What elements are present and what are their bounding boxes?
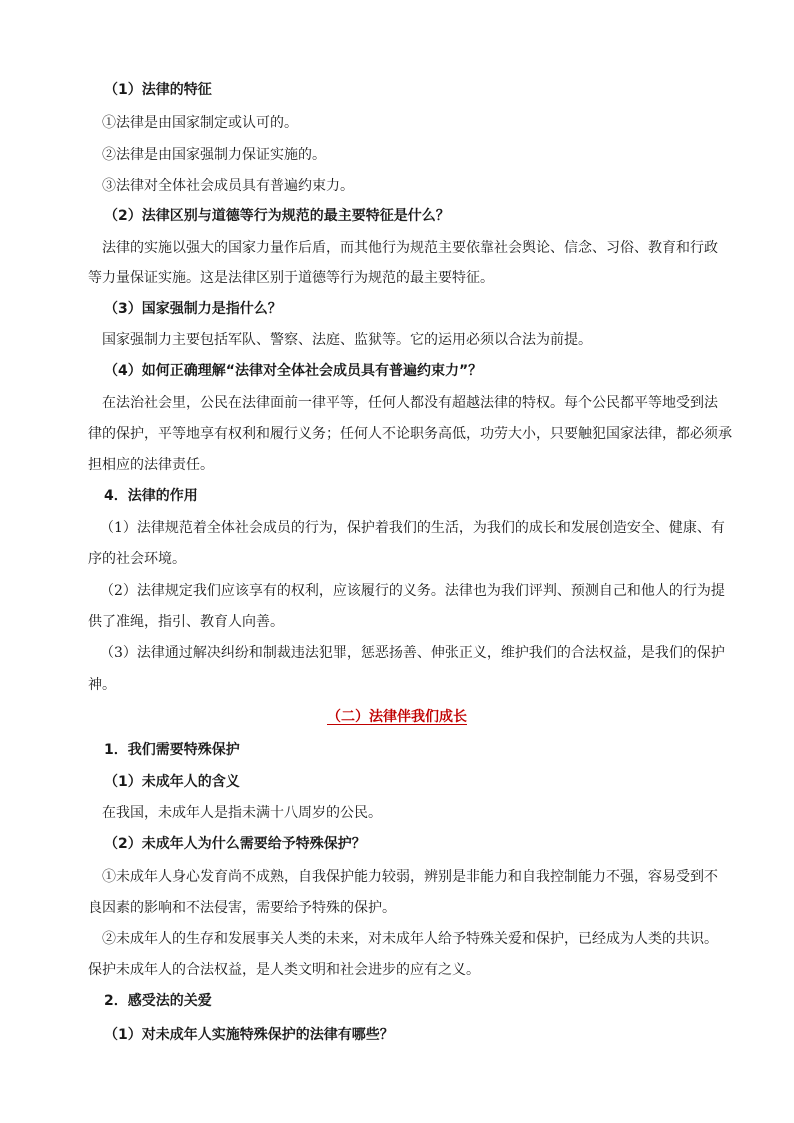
paragraph-line: ①未成年人身心发育尚不成熟，自我保护能力较弱，辨别是非能力和自我控制能力不强，容易受到不 [102,869,718,885]
question-heading: （1）对未成年人实施特殊保护的法律有哪些？ [104,1027,394,1043]
paragraph-line: 保护未成年人的合法权益，是人类文明和社会进步的应有之义。 [88,962,480,978]
heading-feel-law-care: 2．感受法的关爱 [104,993,212,1009]
paragraph-line: 在我国，未成年人是指未满十八周岁的公民。 [102,805,382,821]
heading-special-protection: 1．我们需要特殊保护 [104,742,240,758]
paragraph-line: 在法治社会里，公民在法律面前一律平等，任何人都没有超越法律的特权。每个公民都平等地受到法 [102,395,718,411]
paragraph-line: ①法律是由国家制定或认可的。 [102,115,298,131]
paragraph-line: 神。 [88,677,116,693]
paragraph-line: 序的社会环境。 [88,551,186,567]
paragraph-line: ②法律是由国家强制力保证实施的。 [102,147,326,163]
paragraph-line: （3）法律通过解决纠纷和制裁违法犯罪，惩恶扬善、伸张正义，维护我们的合法权益，是我们的保护 [100,645,725,661]
question-heading: （4）如何正确理解“法律对全体社会成员具有普遍约束力”？ [104,363,483,379]
section-title [0,708,794,726]
paragraph-line: 良因素的影响和不法侵害，需要给予特殊的保护。 [88,900,396,916]
question-heading: （1）未成年人的含义 [104,774,240,790]
paragraph-line: 供了准绳，指引、教育人向善。 [88,614,284,630]
paragraph-line: （1）法律规范着全体社会成员的行为，保护着我们的生活，为我们的成长和发展创造安全、健康、有 [100,520,725,536]
paragraph-line: 法律的实施以强大的国家力量作后盾，而其他行为规范主要依靠社会舆论、信念、习俗、教育和行政 [102,240,718,256]
paragraph-line: 等力量保证实施。这是法律区别于道德等行为规范的最主要特征。 [88,270,494,286]
heading-law-function: 4．法律的作用 [104,488,198,504]
question-heading: （2）未成年人为什么需要给予特殊保护？ [104,836,366,852]
question-heading: （2）法律区别与道德等行为规范的最主要特征是什么？ [104,208,450,224]
paragraph-line: ③法律对全体社会成员具有普遍约束力。 [102,178,354,194]
paragraph-line: ②未成年人的生存和发展事关人类的未来，对未成年人给予特殊关爱和保护，已经成为人类的共识。 [102,931,718,947]
paragraph-line: 律的保护，平等地享有权利和履行义务；任何人不论职务高低，功劳大小，只要触犯国家法律，都必须承 [88,426,732,442]
heading-law-features: （1）法律的特征 [104,82,212,98]
paragraph-line: 担相应的法律责任。 [88,457,214,473]
question-heading: （3）国家强制力是指什么？ [104,301,282,317]
paragraph-line: （2）法律规定我们应该享有的权利，应该履行的义务。法律也为我们评判、预测自己和他人的行为提 [100,583,725,599]
paragraph-line: 国家强制力主要包括军队、警察、法庭、监狱等。它的运用必须以合法为前提。 [102,332,592,348]
section-title-text: （二）法律伴我们成长 [327,709,467,725]
